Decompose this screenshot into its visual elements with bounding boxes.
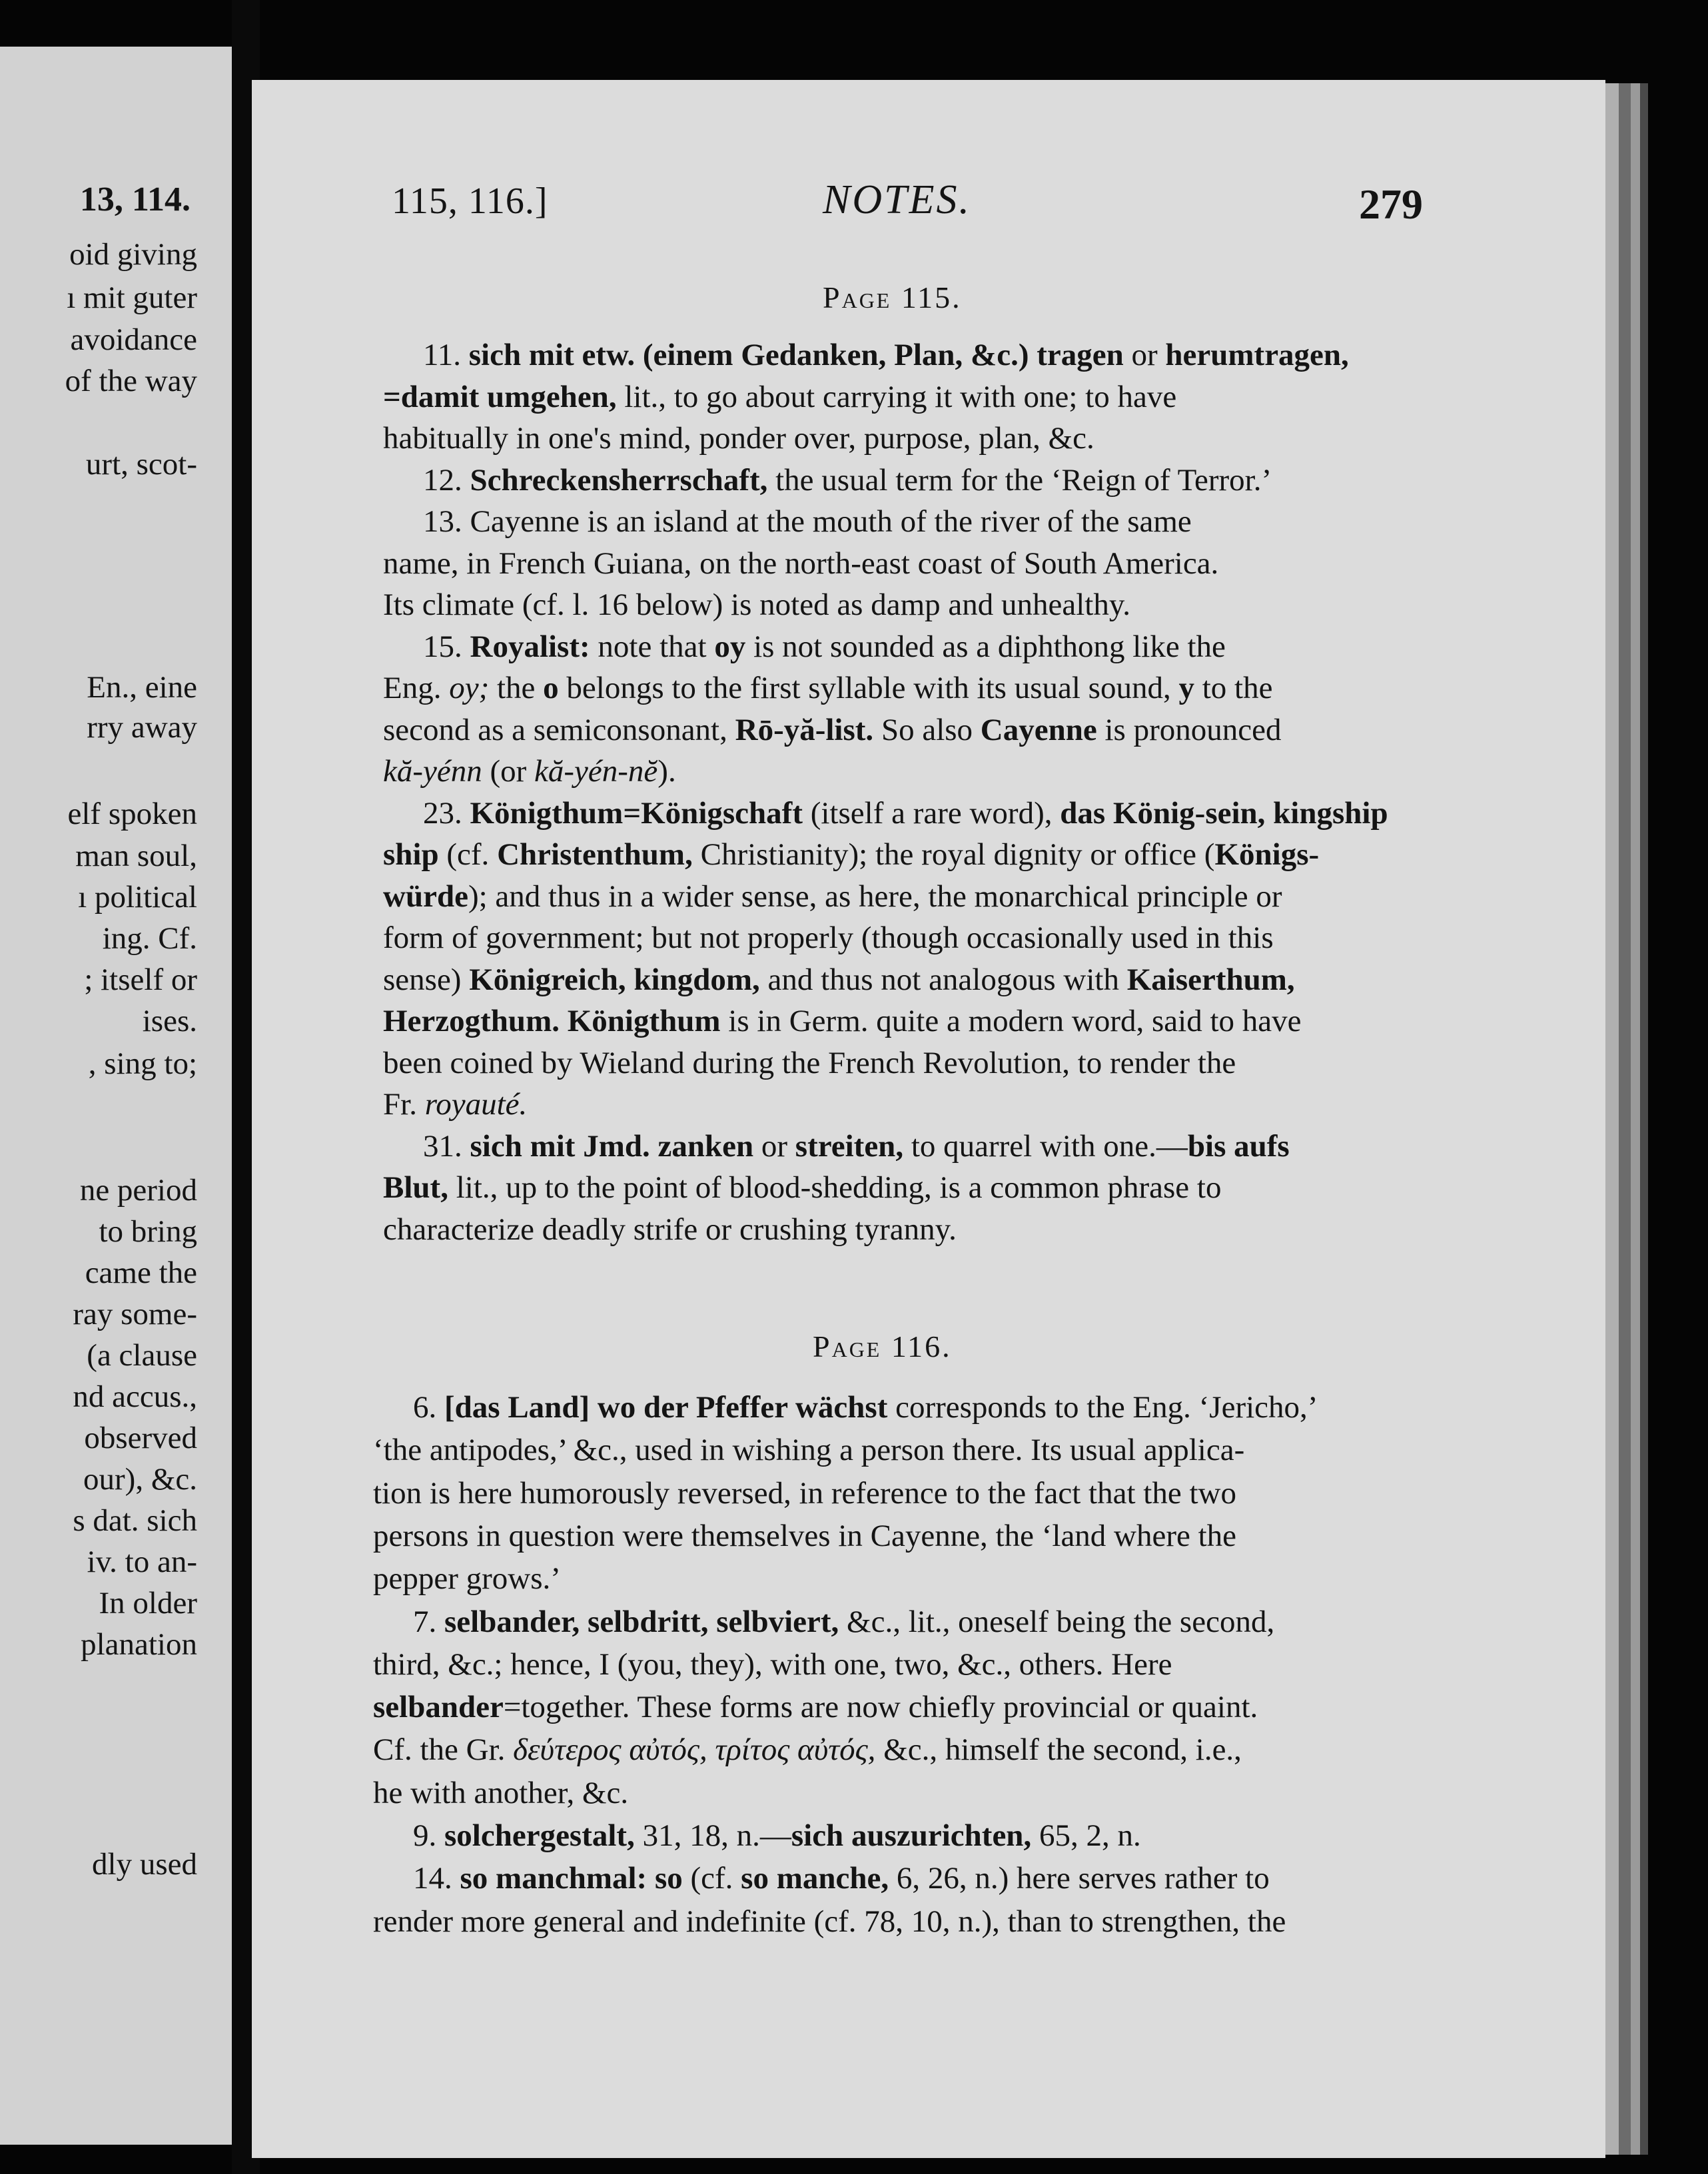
note-line [413,1863,1270,1894]
note-line [383,839,1319,871]
note-line [383,1172,1221,1204]
note-text: Fr. [383,1087,425,1122]
previous-page-line: ne period [79,1173,197,1208]
note-text: 65, 2, n. [1031,1818,1141,1853]
note-line [383,1214,957,1246]
fraktur-term: Kaiserthum, [1126,962,1295,997]
page-edge [1605,83,1619,2155]
note-text: is in Germ. quite a modern word, said to have [720,1004,1302,1038]
italic-term: oy; [449,671,490,705]
previous-page-line: observed [84,1421,197,1455]
note-line [383,379,1177,414]
note-text: Its climate (cf. l. 16 below) is noted as damp and unhealthy. [383,587,1131,622]
previous-page-line: urt, scot- [85,447,197,482]
fraktur-term: Christenthum, [497,837,693,872]
fraktur-term: Königthum=Königschaft [470,795,803,831]
note-line [383,881,1282,912]
fraktur-term: Blut, [383,1170,448,1205]
note-line [413,1604,1275,1639]
note-line [373,1775,629,1810]
previous-page-line: ray some- [73,1297,197,1331]
note-text: 12. [423,462,470,498]
note-text: and thus not analogous with [759,962,1127,997]
note-text: to quarrel with one.— [903,1128,1188,1164]
italic-term: kă-yénn [383,754,482,789]
note-text: 15. [423,629,470,664]
note-text [560,1004,568,1038]
note-text: 7. [413,1604,444,1639]
note-line [373,1435,1244,1466]
note-text: he with another, &c. [373,1775,629,1810]
note-line [383,756,676,787]
note-line [383,673,1272,704]
previous-page-line: elf spoken [67,797,197,831]
note-line [383,1006,1302,1037]
previous-page-line: planation [81,1627,197,1662]
note-text: to the [1194,671,1273,705]
note-text: name, in French Guiana, on the north-east coast of South America. [383,545,1219,581]
note-text: second as a semiconsonant, [383,712,735,747]
note-line [423,1128,1290,1164]
fraktur-term: ship [383,837,439,872]
note-text: pepper grows.’ [373,1561,561,1597]
note-line [373,1734,1242,1766]
note-line [373,1906,1286,1938]
note-text: been coined by Wieland during the French Revolution, to render the [383,1045,1236,1080]
page-edge [1619,83,1631,2155]
note-text: Cf. the Gr. [373,1732,514,1768]
note-text: render more general and indefinite (cf. 78, 10, n.), than to strengthen, the [373,1904,1286,1939]
note-line [423,631,1226,663]
running-head-title: NOTES. [823,177,971,222]
section-heading: Page 115. [823,280,962,314]
note-text: the [489,671,544,705]
previous-page-line: oid giving [69,237,197,272]
note-text: 9. [413,1818,444,1853]
page-edge [1640,83,1648,2155]
note-text: 14. [413,1861,460,1896]
note-text: or [1123,338,1166,372]
previous-page-line: our), &c. [83,1462,197,1497]
note-line [383,545,1219,581]
fraktur-term: Königs- [1214,837,1320,872]
fraktur-term: [das Land] wo der Pfeffer wächst [444,1390,888,1425]
note-text: 6. [413,1390,444,1425]
note-text: lit., up to the point of blood-shedding, is a common phrase to [448,1170,1222,1205]
previous-page-line: rry away [87,710,197,745]
fraktur-term: Königthum [567,1004,721,1038]
previous-page-line: dly used [92,1847,197,1882]
note-text: &c., lit., oneself being the second, [839,1604,1275,1639]
fraktur-term: Herzogthum. [383,1004,560,1038]
note-text: note that [590,629,715,664]
note-text: is not sounded as a diphthong like the [745,629,1226,664]
note-line [383,1045,1236,1080]
previous-page-line: of the way [65,364,197,398]
previous-page-line: iv. to an- [87,1545,197,1579]
note-text: =together. These forms are now chiefly provincial or quaint. [503,1690,1258,1725]
note-text: 31, 18, n.— [634,1818,791,1853]
note-text: So also [873,712,981,747]
note-text: 11. [423,338,469,372]
fraktur-term: würde [383,879,468,914]
note-text: characterize deadly strife or crushing tyranny. [383,1212,957,1247]
note-text: is pronounced [1096,712,1282,747]
fraktur-term: oy [714,629,746,664]
note-line [373,1646,1172,1682]
previous-page-line: avoidance [70,322,197,357]
note-text: persons in question were themselves in Cayenne, the ‘land where the [373,1518,1237,1553]
fraktur-term: herumtragen, [1165,338,1349,372]
note-text: ‘the antipodes,’ &c., used in wishing a person there. Its usual applica- [373,1433,1245,1468]
previous-page-line: (a clause [87,1338,197,1373]
note-line [383,712,1282,747]
fraktur-term: Rō-yă-list. [735,712,874,747]
note-line [373,1475,1236,1511]
note-text: (cf. [682,1861,741,1896]
note-line [383,589,1130,621]
fraktur-term: so [647,1861,683,1896]
section-heading: Page 116. [813,1329,952,1363]
previous-page-fragment [0,47,232,2145]
running-head-pages: 115, 116.] [392,181,548,222]
fraktur-term: Royalist: [470,629,590,664]
note-line [373,1563,561,1595]
note-text: 31. [423,1128,470,1164]
previous-page-line: ises. [142,1004,197,1038]
previous-page-line: In older [99,1586,197,1621]
note-line [383,423,1094,454]
note-text: Eng. [383,671,450,705]
note-line [373,1518,1237,1553]
note-text: third, &c.; hence, I (you, they), with one, two, &c., others. Here [373,1646,1172,1682]
fraktur-term: sich auszurichten, [791,1818,1032,1853]
italic-term: δεύτερος αὐτός, τρίτος αὐτός, [513,1732,876,1768]
previous-page-line: came the [85,1256,197,1290]
note-line [383,922,1274,954]
italic-term: kă-yén-nĕ [534,754,658,789]
previous-page-line: En., eine [87,670,197,705]
previous-page-line: ; itself or [84,962,197,997]
italic-term: royauté. [424,1087,528,1122]
note-text: lit., to go about carrying it with one; to have [616,379,1177,414]
note-line [423,506,1192,538]
note-text: ); and thus in a wider sense, as here, the monarchical principle or [468,879,1282,914]
note-line [373,1692,1258,1723]
previous-page-folio: 13, 114. [79,181,191,218]
note-text: ). [657,754,676,789]
fraktur-term: streiten, [795,1128,904,1164]
previous-page-line: ı mit guter [67,280,197,315]
note-text: 13. Cayenne is an island at the mouth of the river of the same [423,504,1192,539]
note-text: corresponds to the Eng. ‘Jericho,’ [887,1390,1318,1425]
note-text: (itself a rare word), [802,795,1061,831]
note-line [423,462,1272,498]
note-text: belongs to the first syllable with its usual sound, [558,671,1179,705]
note-line [413,1392,1318,1423]
fraktur-term: sich mit etw. (einem Gedanken, Plan, &c.) tragen [468,338,1124,372]
note-text: or [753,1128,795,1164]
previous-page-line: man soul, [75,839,197,873]
fraktur-term: Königreich, kingdom, [469,962,760,997]
fraktur-term: o [543,671,559,705]
note-line [423,795,1388,831]
note-text: tion is here humorously reversed, in reference to the fact that the two [373,1475,1236,1511]
note-text: sense) [383,962,470,997]
note-text: Christianity); the royal dignity or office ( [692,837,1215,872]
fraktur-term: sich mit Jmd. zanken [470,1128,754,1164]
note-text: habitually in one's mind, ponder over, purpose, plan, &c. [383,421,1094,456]
fraktur-term: Schreckensherrschaft, [470,462,768,498]
fraktur-term: so manche, [741,1861,889,1896]
fraktur-term: =damit umgehen, [383,379,617,414]
fraktur-term: so manchmal: [460,1861,647,1896]
note-text: 23. [423,795,470,831]
fraktur-term: y [1178,671,1194,705]
fraktur-term: solchergestalt, [444,1818,635,1853]
note-text: (or [482,754,535,789]
note-line [383,1089,527,1120]
note-text: 6, 26, n.) here serves rather to [889,1861,1270,1896]
previous-page-line: to bring [99,1214,197,1249]
note-text: the usual term for the ‘Reign of Terror.’ [767,462,1272,498]
note-line [413,1820,1141,1852]
note-text: &c., himself the second, i.e., [875,1732,1242,1768]
note-text: form of government; but not properly (though occasionally used in this [383,920,1274,955]
fraktur-term: das König-sein, kingship [1060,795,1388,831]
previous-page-line: , sing to; [88,1046,197,1081]
previous-page-line: s dat. sich [73,1503,197,1538]
page-edge [1631,83,1640,2155]
previous-page-line: nd accus., [73,1379,197,1414]
page-number: 279 [1359,181,1423,228]
fraktur-term: bis aufs [1187,1128,1290,1164]
fraktur-term: Cayenne [980,712,1097,747]
previous-page-line: ı political [78,880,197,914]
note-text: (cf. [438,837,498,872]
note-line [423,340,1349,371]
fraktur-term: selbander [373,1690,504,1725]
note-line [383,964,1295,996]
previous-page-line: ing. Cf. [102,921,197,956]
fraktur-term: selbander, selbdritt, selbviert, [444,1604,839,1639]
